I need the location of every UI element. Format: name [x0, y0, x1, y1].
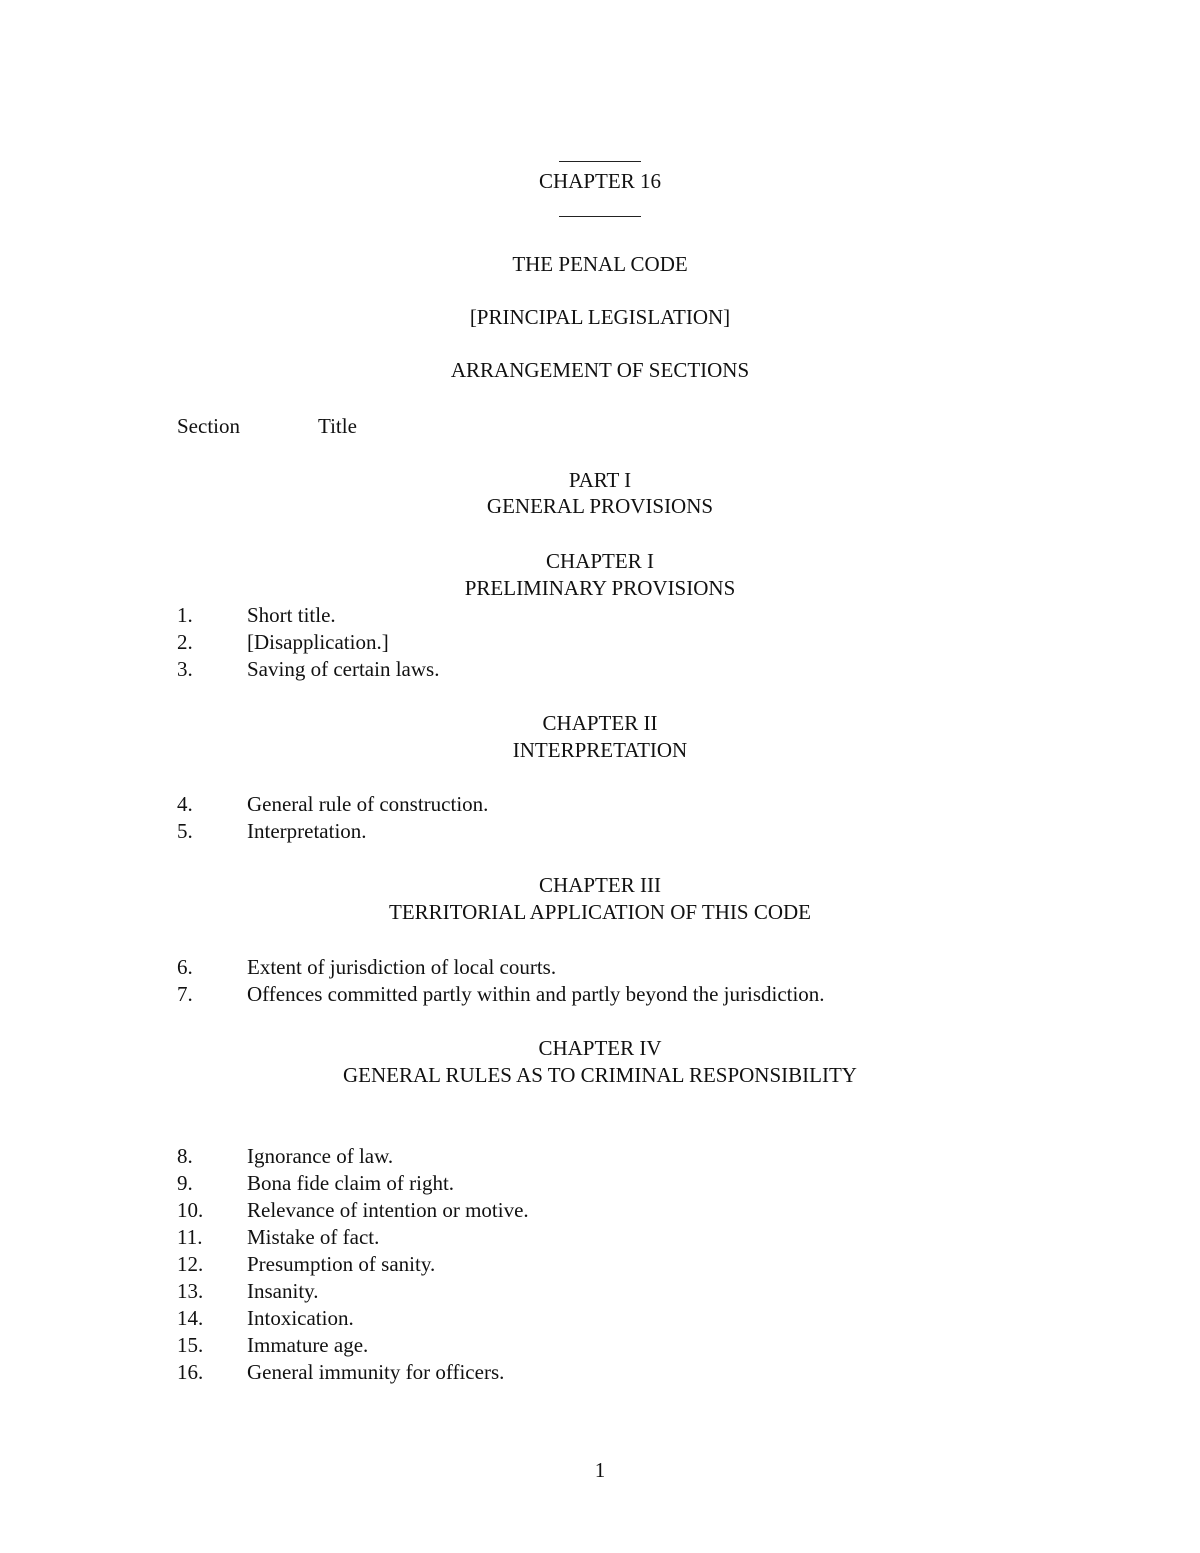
section-entry	[0, 1332, 1200, 1359]
section-title: Bona fide claim of right.	[247, 1171, 455, 1195]
section-title: Presumption of sanity.	[247, 1252, 436, 1276]
chapter-number-heading: CHAPTER 16	[539, 169, 661, 193]
section-entry	[0, 954, 1200, 981]
section-entry	[0, 1359, 1200, 1386]
chapter-2-name: INTERPRETATION	[512, 738, 688, 762]
chapter-1-name: PRELIMINARY PROVISIONS	[464, 576, 736, 600]
chapter-3-name: TERRITORIAL APPLICATION OF THIS CODE	[389, 900, 811, 924]
chapter-2-label: CHAPTER II	[542, 711, 658, 735]
section-entry	[0, 791, 1200, 818]
section-title: Relevance of intention or motive.	[247, 1198, 529, 1222]
section-number: 13.	[177, 1279, 204, 1303]
section-entry	[0, 602, 1200, 629]
part-label: PART I	[568, 468, 632, 492]
section-number: 12.	[177, 1252, 204, 1276]
document-title: THE PENAL CODE	[512, 252, 688, 276]
section-entry	[0, 1224, 1200, 1251]
chapter-4-label: CHAPTER IV	[538, 1036, 662, 1060]
section-title: Intoxication.	[247, 1306, 354, 1330]
title-column-header: Title	[318, 414, 357, 438]
section-number: 10.	[177, 1198, 204, 1222]
section-entry	[0, 1251, 1200, 1278]
bottom-rule	[559, 216, 641, 217]
section-title: Immature age.	[247, 1333, 369, 1357]
top-rule	[559, 161, 641, 162]
section-entry	[0, 1197, 1200, 1224]
chapter-3-label: CHAPTER III	[539, 873, 661, 897]
section-entry	[0, 1278, 1200, 1305]
section-title: Extent of jurisdiction of local courts.	[247, 955, 557, 979]
legislation-type: [PRINCIPAL LEGISLATION]	[469, 305, 731, 329]
section-title: [Disapplication.]	[247, 630, 389, 654]
section-number: 7.	[177, 982, 193, 1006]
section-number: 4.	[177, 792, 193, 816]
section-title: General rule of construction.	[247, 792, 489, 816]
section-column-header: Section	[177, 414, 240, 438]
section-number: 3.	[177, 657, 193, 681]
section-title: Insanity.	[247, 1279, 319, 1303]
section-title: Offences committed partly within and partly beyond the jurisdiction.	[247, 982, 825, 1006]
section-entry	[0, 1305, 1200, 1332]
section-entry	[0, 981, 1200, 1008]
section-title: Saving of certain laws.	[247, 657, 440, 681]
section-number: 11.	[177, 1225, 203, 1249]
section-title: Ignorance of law.	[247, 1144, 394, 1168]
section-number: 6.	[177, 955, 193, 979]
chapter-4-name: GENERAL RULES AS TO CRIMINAL RESPONSIBILITY	[343, 1063, 857, 1087]
section-number: 9.	[177, 1171, 193, 1195]
section-number: 14.	[177, 1306, 204, 1330]
section-number: 2.	[177, 630, 193, 654]
section-title: Short title.	[247, 603, 336, 627]
section-number: 15.	[177, 1333, 204, 1357]
section-number: 16.	[177, 1360, 204, 1384]
section-entry	[0, 1170, 1200, 1197]
section-title: General immunity for officers.	[247, 1360, 505, 1384]
part-name: GENERAL PROVISIONS	[486, 494, 714, 518]
arrangement-heading: ARRANGEMENT OF SECTIONS	[450, 358, 750, 382]
section-entry	[0, 629, 1200, 656]
section-title: Interpretation.	[247, 819, 367, 843]
section-number: 8.	[177, 1144, 193, 1168]
chapter-1-label: CHAPTER I	[546, 549, 654, 573]
section-entry	[0, 656, 1200, 683]
section-title: Mistake of fact.	[247, 1225, 380, 1249]
section-number: 5.	[177, 819, 193, 843]
section-number: 1.	[177, 603, 193, 627]
page-number: 1	[594, 1458, 606, 1482]
section-entry	[0, 818, 1200, 845]
section-entry	[0, 1143, 1200, 1170]
